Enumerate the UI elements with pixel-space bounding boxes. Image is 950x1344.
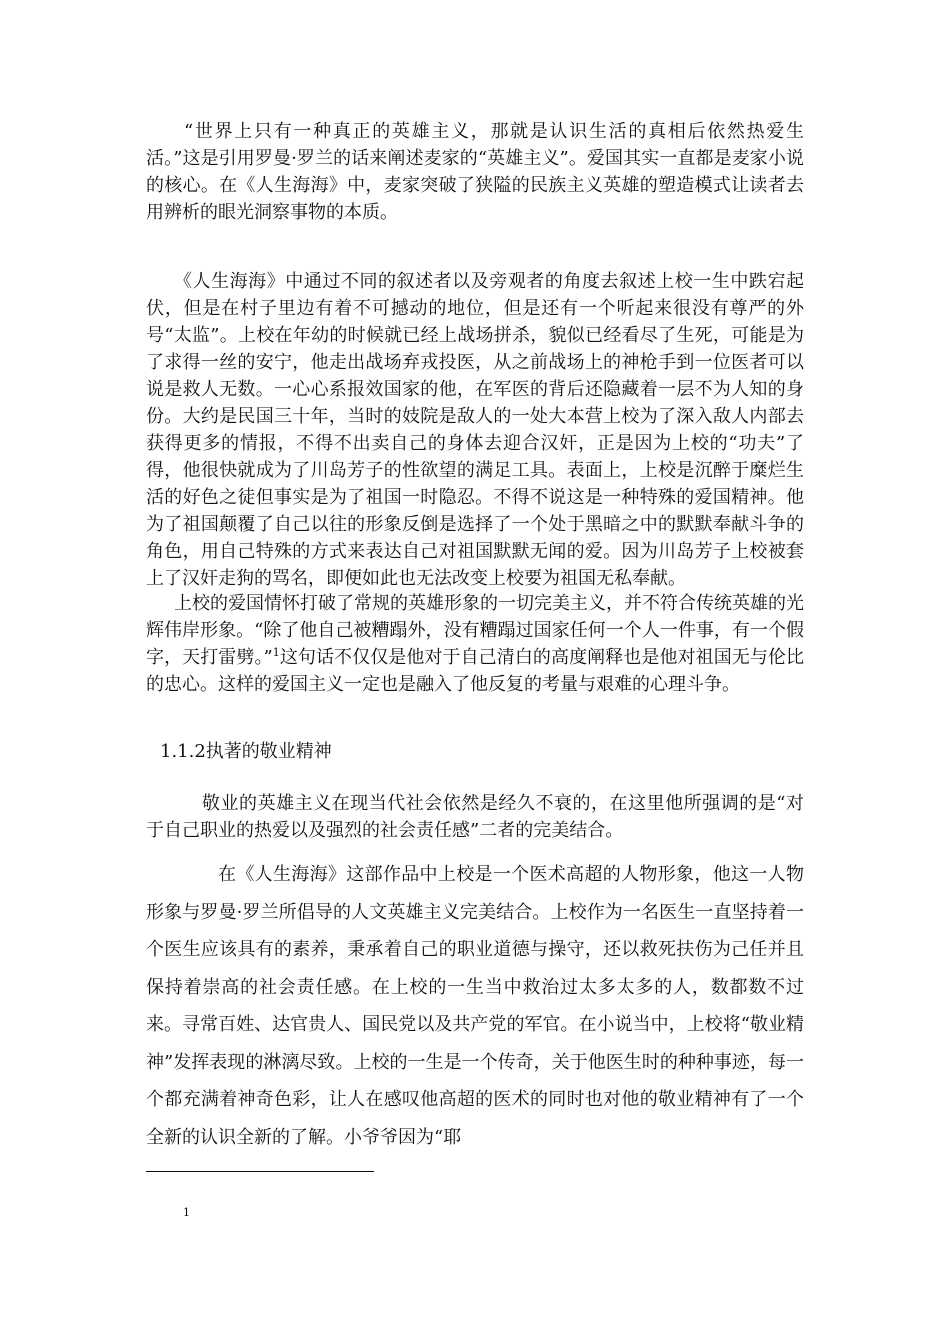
paragraph-dedication-intro: 敬业的英雄主义在现当代社会依然是经久不衰的，在这里他所强调的是“对于自己职业的热爱以及强烈的社会责任感”二者的完美结合。 [146, 793, 804, 841]
footnote-reference[interactable]: 1 [272, 646, 280, 659]
footnote-number: 1 [183, 1206, 190, 1219]
section-heading: 1.1.2执著的敬业精神 [160, 741, 332, 762]
paragraph-patriotism-text-end: 这句话不仅仅是他对于自己清白的高度阐释也是他对祖国无与伦比的忠心。这样的爱国主义一定也是融入了他反复的考量与艰难的心理斗争。 [146, 647, 804, 695]
paragraph-colonel-story: 《人生海海》中通过不同的叙述者以及旁观者的角度去叙述上校一生中跌宕起伏，但是在村子里边有着不可撼动的地位，但是还有一个听起来很没有尊严的外号“太监”。上校在年幼的时候就已经上战场拼杀，貌似已经看尽了生死，可能是为了求得一丝的安宁，他走出战场弃戎投医，从之前战场上的神枪手到一位医者可以说是救人无数。一心心系报效国家的他，在军医的背后还隐藏着一层不为人知的身份。大约是民国三十年，当时的妓院是敌人的一处大本营上校为了深入敌人内部去获得更多的情报，不得不出卖自己的身体去迎合汉奸，正是因为上校的“功夫”了得，他很快就成为了川岛芳子的性欲望的满足工具。表面上，上校是沉醉于糜烂生活的好色之徒但事实是为了祖国一时隐忍。不得不说这是一种特殊的爱国精神。他为了祖国颠覆了自己以往的形象反倒是选择了一个处于黑暗之中的默默奉献斗争的角色，用自己特殊的方式来表达自己对祖国默默无闻的爱。因为川岛芳子上校被套上了汉奸走狗的骂名，即便如此也无法改变上校要为祖国无私奉献。 [146, 271, 804, 589]
paragraph-heroism-intro: “世界上只有一种真正的英雄主义，那就是认识生活的真相后依然热爱生活。”这是引用罗曼·罗兰的话来阐述麦家的“英雄主义”。爱国其实一直都是麦家小说的核心。在《人生海海》中，麦家突破了狭隘的民族主义英雄的塑造模式让读者去用辨析的眼光洞察事物的本质。 [146, 121, 804, 223]
paragraph-patriotism-text-start: 上校的爱国情怀打破了常规的英雄形象的一切完美主义，并不符合传统英雄的光辉伟岸形象。“除了他自己被糟蹋外，没有糟蹋过国家任何一个人一件事，有一个假字，天打雷劈。” [146, 593, 804, 668]
paragraph-doctor-dedication: 在《人生海海》这部作品中上校是一个医术高超的人物形象，他这一人物形象与罗曼·罗兰所倡导的人文英雄主义完美结合。上校作为一名医生一直坚持着一个医生应该具有的素养，秉承着自己的职业道德与操守，还以救死扶伤为己任并且保持着崇高的社会责任感。在上校的一生当中救治过太多太多的人，数都数不过来。寻常百姓、达官贵人、国民党以及共产党的军官。在小说当中，上校将“敬业精神”发挥表现的淋漓尽致。上校的一生是一个传奇，关于他医生时的种种事迹，每一个都充满着神奇色彩，让人在感叹他高超的医术的同时也对他的敬业精神有了一个全新的认识全新的了解。小爷爷因为“耶 [146, 864, 804, 1148]
footnote-separator [146, 1171, 374, 1172]
paragraph-patriotism [146, 590, 804, 698]
